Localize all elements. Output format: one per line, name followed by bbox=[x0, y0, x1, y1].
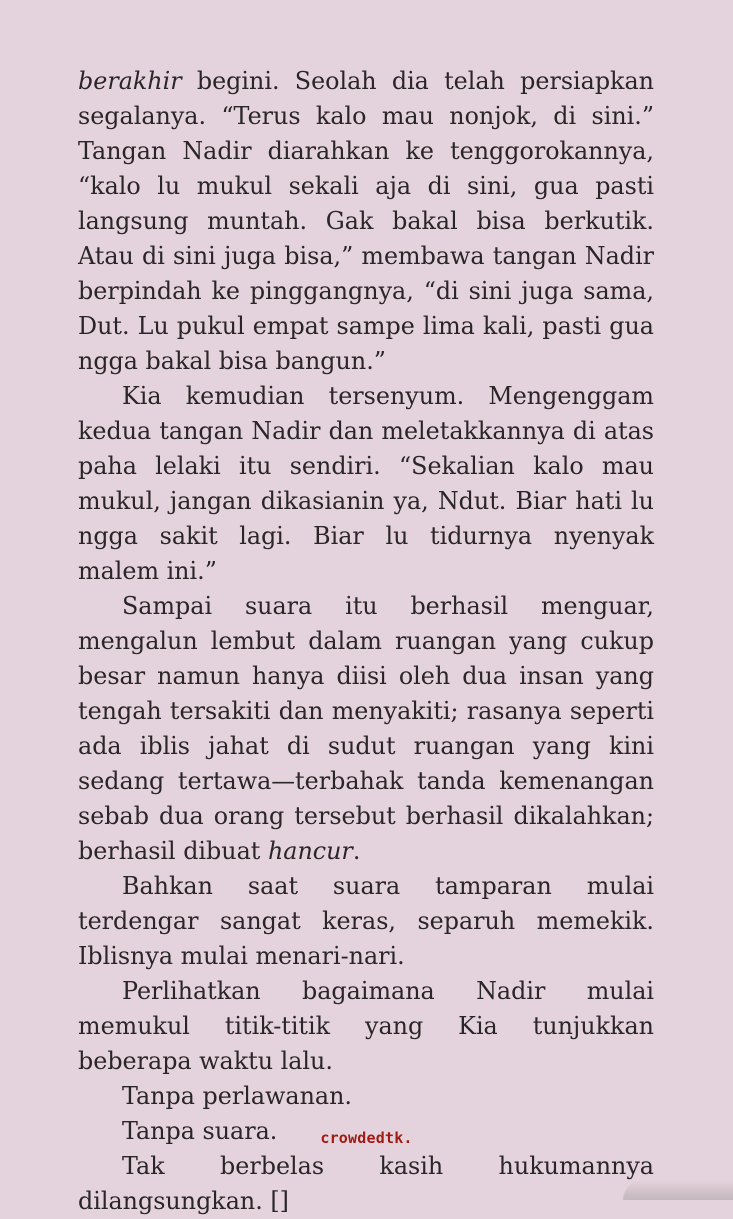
paragraph-text: begini. Seolah dia telah persiapkan segalanya. “Terus kalo mau nonjok, di sini.” Tangan Nadir diarahkan ke tenggorokannya, “kalo lu mukul sekali aja di sini, gua pasti langsung muntah. Gak bakal bisa berkutik. Atau di sini juga bisa,” membawa tangan Nadir berpindah ke pinggangnya, “di sini juga sama, Dut. Lu pukul empat sampe lima kali, pasti gua ngga bakal bisa bangun.” bbox=[78, 67, 654, 375]
paragraph-1 bbox=[78, 64, 654, 379]
book-page-text bbox=[78, 64, 654, 1219]
paragraph-text: Tanpa perlawanan. bbox=[122, 1082, 352, 1110]
paragraph-text: Tak berbelas kasih hukumannya bbox=[122, 1152, 654, 1180]
paragraph-8 bbox=[78, 1149, 654, 1184]
paragraph-9 bbox=[78, 1184, 654, 1219]
italic-text: hancur bbox=[267, 837, 353, 865]
italic-text: berakhir bbox=[78, 67, 182, 95]
paragraph-text: Sampai suara itu berhasil menguar, mengalun lembut dalam ruangan yang cukup besar namun hanya diisi oleh dua insan yang tengah tersakiti dan menyakiti; rasanya seperti ada iblis jahat di sudut ruangan yang kini sedang tertawa—terbahak tanda kemenangan sebab dua orang tersebut berhasil dikalahkan; berhasil dibuat bbox=[78, 592, 654, 865]
paragraph-text: Perlihatkan bagaimana Nadir mulai memukul titik-titik yang Kia tunjukkan beberapa waktu lalu. bbox=[78, 977, 654, 1075]
paragraph-4 bbox=[78, 869, 654, 974]
paragraph-3 bbox=[78, 589, 654, 869]
paragraph-6 bbox=[78, 1079, 654, 1114]
footer-credit: crowdedtk. bbox=[320, 1129, 413, 1147]
paragraph-text: Kia kemudian tersenyum. Mengenggam kedua tangan Nadir dan meletakkannya di atas paha lelaki itu sendiri. “Sekalian kalo mau mukul, jangan dikasianin ya, Ndut. Biar hati lu ngga sakit lagi. Biar lu tidurnya nyenyak malem ini.” bbox=[78, 382, 654, 585]
paragraph-text: Bahkan saat suara tamparan mulai terdengar sangat keras, separuh memekik. Iblisnya mulai menari-nari. bbox=[78, 872, 654, 970]
paragraph-2 bbox=[78, 379, 654, 589]
paragraph-text: dilangsungkan. [] bbox=[78, 1187, 289, 1215]
paragraph-5 bbox=[78, 974, 654, 1079]
paragraph-text: . bbox=[352, 837, 361, 865]
page-curl-shadow bbox=[623, 1180, 733, 1200]
paragraph-text: Tanpa suara. bbox=[122, 1117, 278, 1145]
